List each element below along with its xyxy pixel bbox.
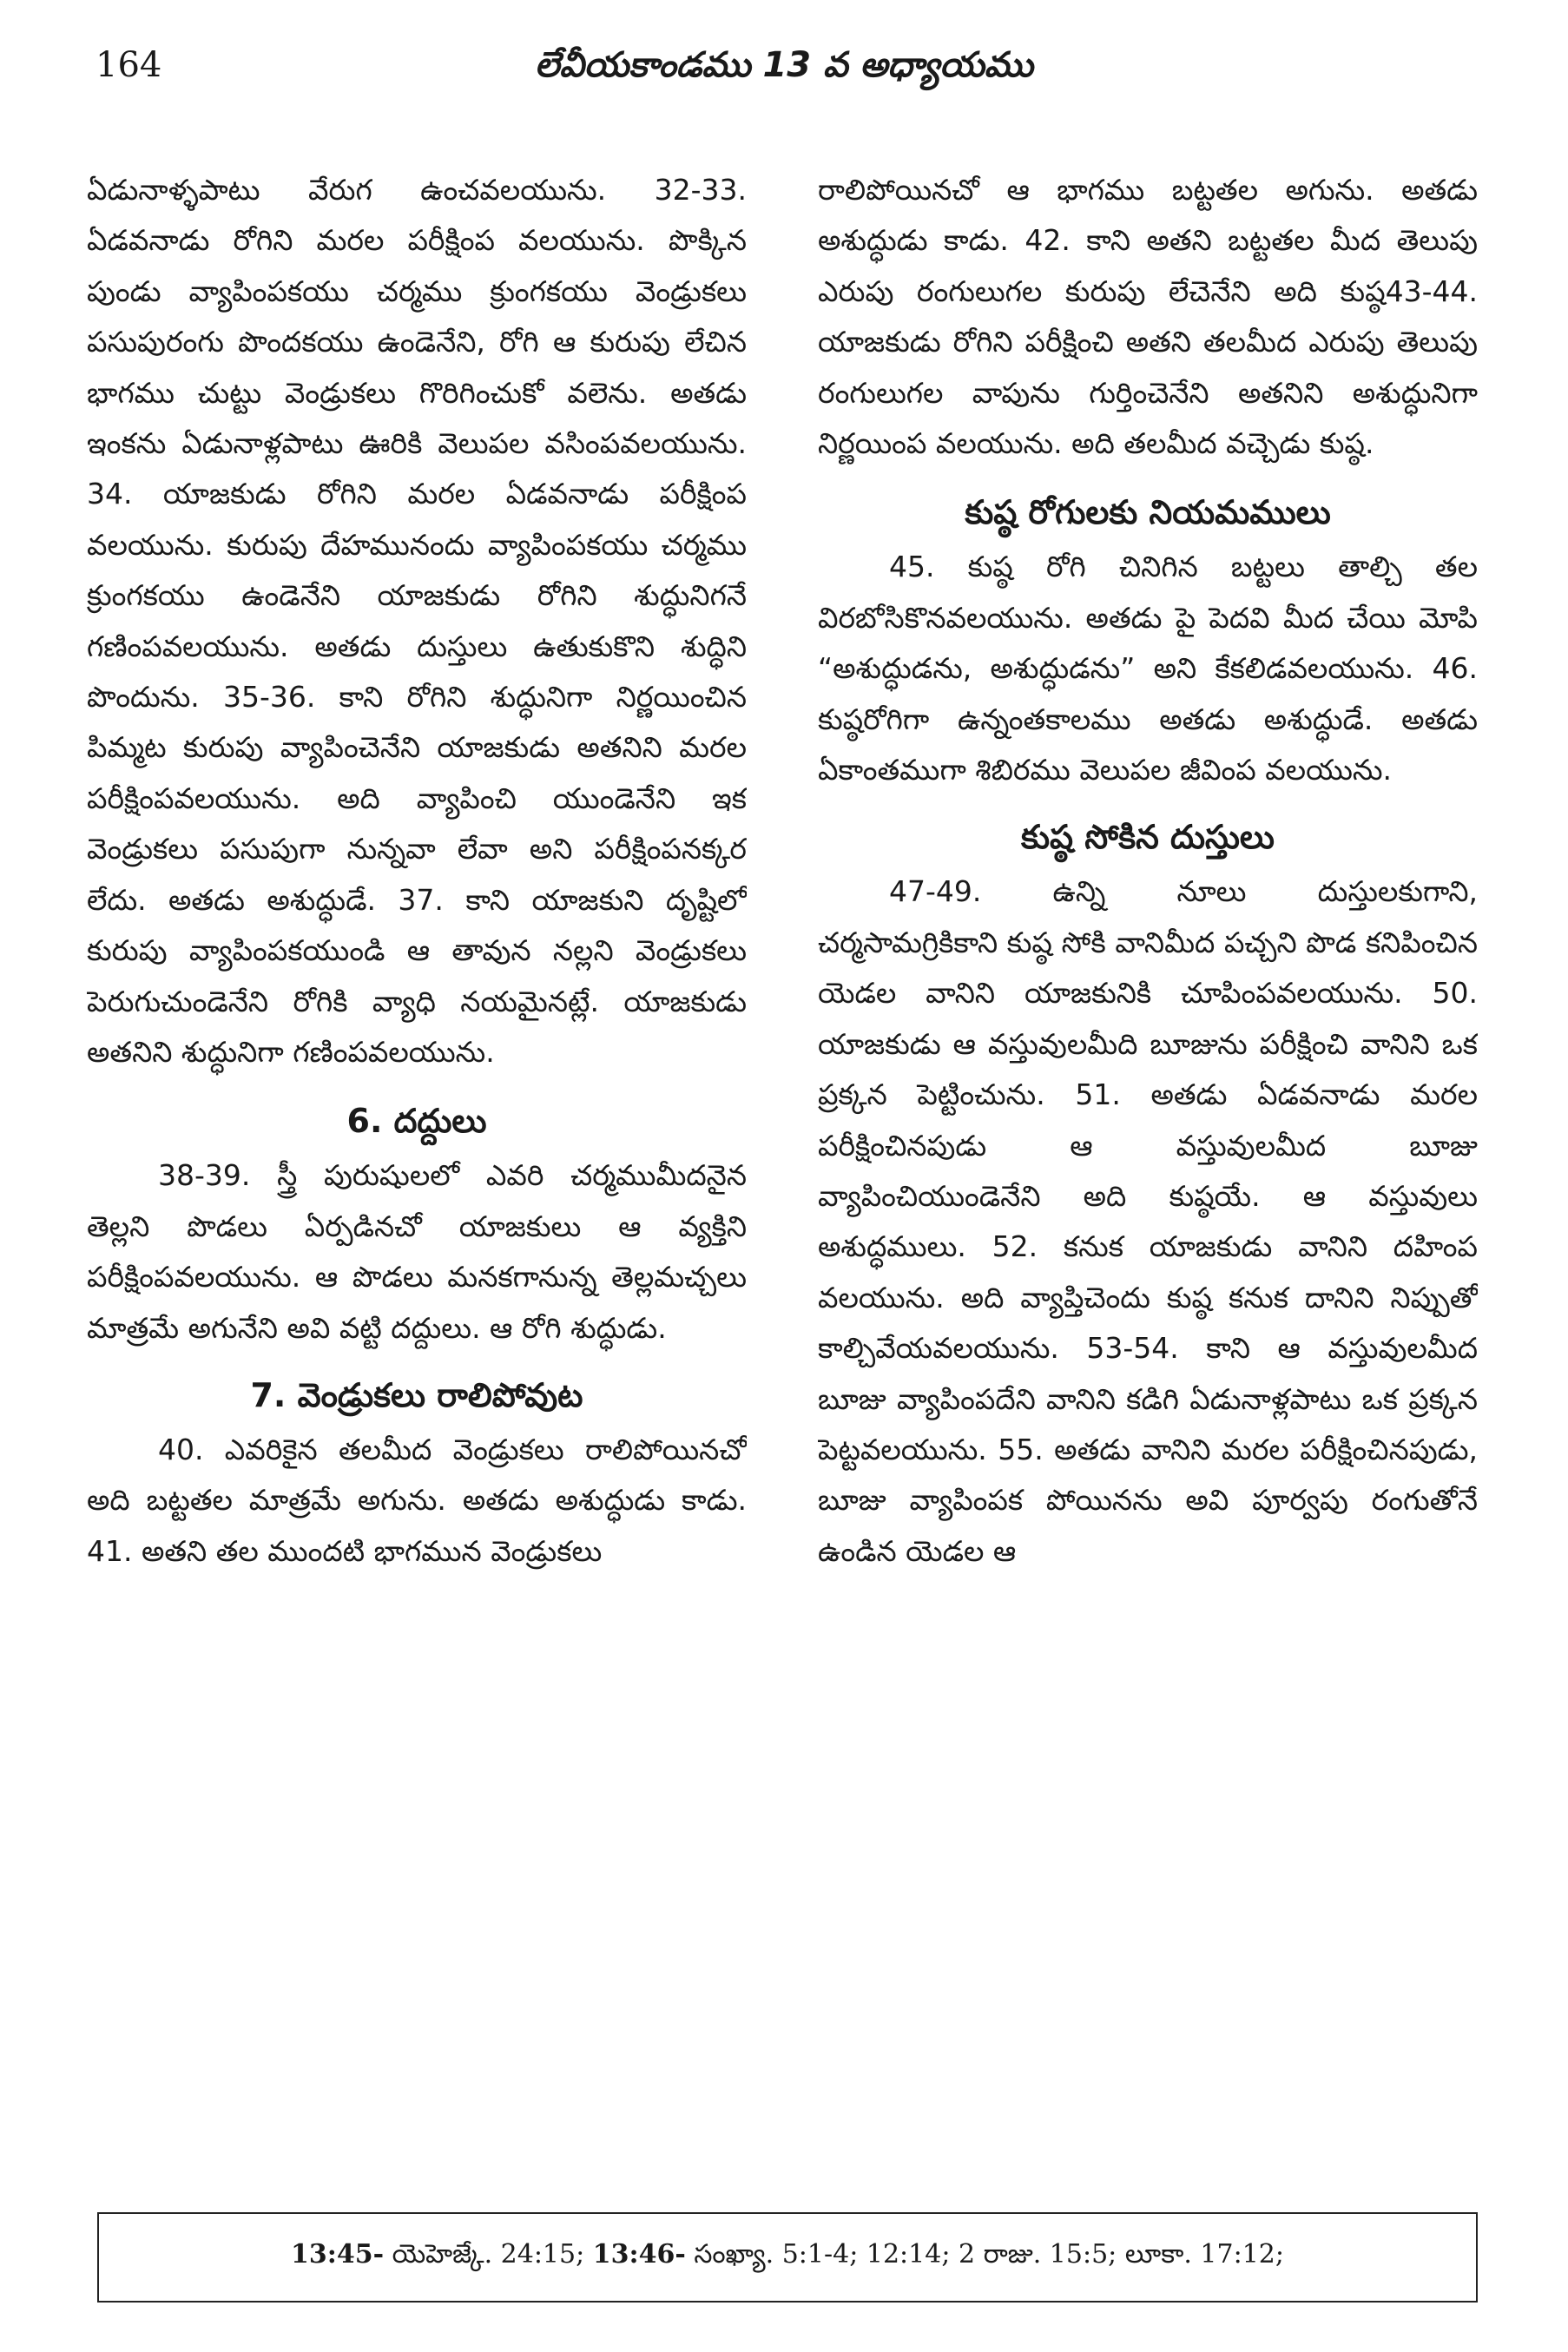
- body-columns: [87, 165, 1481, 2192]
- left-paragraph-1: ఏడునాళ్ళపాటు వేరుగ ఉంచవలయును. 32-33. ఏడవనాడు రోగిని మరల పరీక్షింప వలయును. పొక్కిన పుండు వ్యాపింపకయు చర్మము క్రుంగకయు వెండ్రుకలు పసుపురంగు పొందకయు ఉండెనేని, రోగి ఆ కురుపు లేచిన భాగము చుట్టు వెండ్రుకలు గొరిగించుకో వలెను. అతడు ఇంకను ఏడునాళ్లపాటు ఊరికి వెలుపల వసింపవలయును. 34. యాజకుడు రోగిని మరల ఏడవనాడు పరీక్షింప వలయును. కురుపు దేహమునందు వ్యాపింపకయు చర్మము క్రుంగకయు ఉండెనేని యాజకుడు రోగిని శుద్ధునిగనే గణింపవలయును. అతడు దుస్తులు ఉతుకుకొని శుద్ధిని పొందును. 35-36. కాని రోగిని శుద్ధునిగా నిర్ణయించిన పిమ్మట కురుపు వ్యాపించెనేని యాజకుడు అతనిని మరల పరీక్షింపవలయును. అది వ్యాపించి యుండెనేని ఇక వెండ్రుకలు పసుపుగా నున్నవా లేవా అని పరీక్షింపనక్కర లేదు. అతడు అశుద్ధుడే. 37. కాని యాజకుని దృష్టిలో కురుపు వ్యాపింపకయుండి ఆ తావున నల్లని వెండ్రుకలు పెరుగుచుండెనేని రోగికి వ్యాధి నయమైనట్లే. యాజకుడు అతనిని శుద్ధునిగా గణింపవలయును.: [87, 173, 747, 1069]
- right-paragraph-1: రాలిపోయినచో ఆ భాగము బట్టతల అగును. అతడు అశుద్ధుడు కాడు. 42. కాని అతని బట్టతల మీద తెలుపు ఎరుపు రంగులుగల కురుపు లేచెనేని అది కుష్ఠ43-44. యాజకుడు రోగిని పరీక్షించి అతని తలమీద ఎరుపు తెలుపు రంగులుగల వాపును గుర్తించెనేని అతనిని అశుద్ధునిగా నిర్ణయింప వలయును. అది తలమీద వచ్చెడు కుష్ఠ.: [818, 173, 1478, 461]
- footnote-ref-13-45: 13:45-: [291, 2239, 385, 2270]
- right-column: [818, 165, 1478, 2192]
- footnote-text-13-45: యెహెజ్కే. 24:15;: [384, 2239, 593, 2270]
- section-heading-6: 6. దద్దులు: [346, 1102, 487, 1141]
- right-paragraph-2: 45. కుష్ఠ రోగి చినిగిన బట్టలు తాల్చి తల విరబోసికొనవలయును. అతడు పై పెదవి మీద చేయి మోపి “అశుద్ధుడను, అశుద్ధుడను” అని కేకలిడవలయును. 46. కుష్ఠరోగిగా ఉన్నంతకాలము అతడు అశుద్ధుడే. అతడు ఏకాంతముగా శిబిరము వెలుపల జీవింప వలయును.: [818, 550, 1478, 787]
- section-heading-infected-garments: కుష్ఠ సోకిన దుస్తులు: [1021, 818, 1275, 857]
- left-column: [87, 165, 747, 2192]
- left-paragraph-3: 40. ఎవరికైన తలమీద వెండ్రుకలు రాలిపోయినచో అది బట్టతల మాత్రమే అగును. అతడు అశుద్ధుడు కాడు. 41. అతని తల ముందటి భాగమున వెండ్రుకలు: [87, 1432, 747, 1568]
- footnote-ref-13-46: 13:46-: [592, 2239, 686, 2270]
- section-heading-7: 7. వెండ్రుకలు రాలిపోవుట: [250, 1375, 583, 1414]
- right-paragraph-3: 47-49. ఉన్ని నూలు దుస్తులకుగాని, చర్మసామగ్రికికాని కుష్ఠ సోకి వానిమీద పచ్చని పొడ కనిపించిన యెడల వానిని యాజకునికి చూపింపవలయును. 50. యాజకుడు ఆ వస్తువులమీది బూజును పరీక్షించి వానిని ఒక ప్రక్కన పెట్టించును. 51. అతడు ఏడవనాడు మరల పరీక్షించినపుడు ఆ వస్తువులమీద బూజు వ్యాపించియుండెనేని అది కుష్ఠయే. ఆ వస్తువులు అశుద్ధములు. 52. కనుక యాజకుడు వానిని దహింప వలయును. అది వ్యాప్తిచెందు కుష్ఠ కనుక దానిని నిప్పుతో కాల్చివేయవలయును. 53-54. కాని ఆ వస్తువులమీద బూజు వ్యాపింపదేని వానిని కడిగి ఏడునాళ్లపాటు ఒక ప్రక్కన పెట్టవలయును. 55. అతడు వానిని మరల పరీక్షించినపుడు, బూజు వ్యాపింపక పోయినను అవి పూర్వపు రంగుతోనే ఉండిన యెడల ఆ: [818, 874, 1478, 1568]
- footnote-text-13-46: సంఖ్యా. 5:1-4; 12:14; 2 రాజు. 15:5; లూకా. 17:12;: [685, 2239, 1284, 2270]
- page-header: [87, 45, 1481, 106]
- section-heading-leper-rules: కుష్ఠ రోగులకు నియమములు: [965, 493, 1331, 532]
- running-title: లేవీయకాండము 13 వ అధ్యాయము: [535, 45, 1033, 85]
- cross-reference-box: [97, 2212, 1478, 2303]
- cross-reference-text: [291, 2239, 1284, 2276]
- left-paragraph-2: 38-39. స్త్రీ పురుషులలో ఎవరి చర్మముమీదనైన తెల్లని పొడలు ఏర్పడినచో యాజకులు ఆ వ్యక్తిని పరీక్షింపవలయును. ఆ పొడలు మనకగానున్న తెల్లమచ్చలు మాత్రమే అగునేని అవి వట్టి దద్దులు. ఆ రోగి శుద్ధుడు.: [87, 1158, 747, 1345]
- page-number: 164: [96, 45, 162, 85]
